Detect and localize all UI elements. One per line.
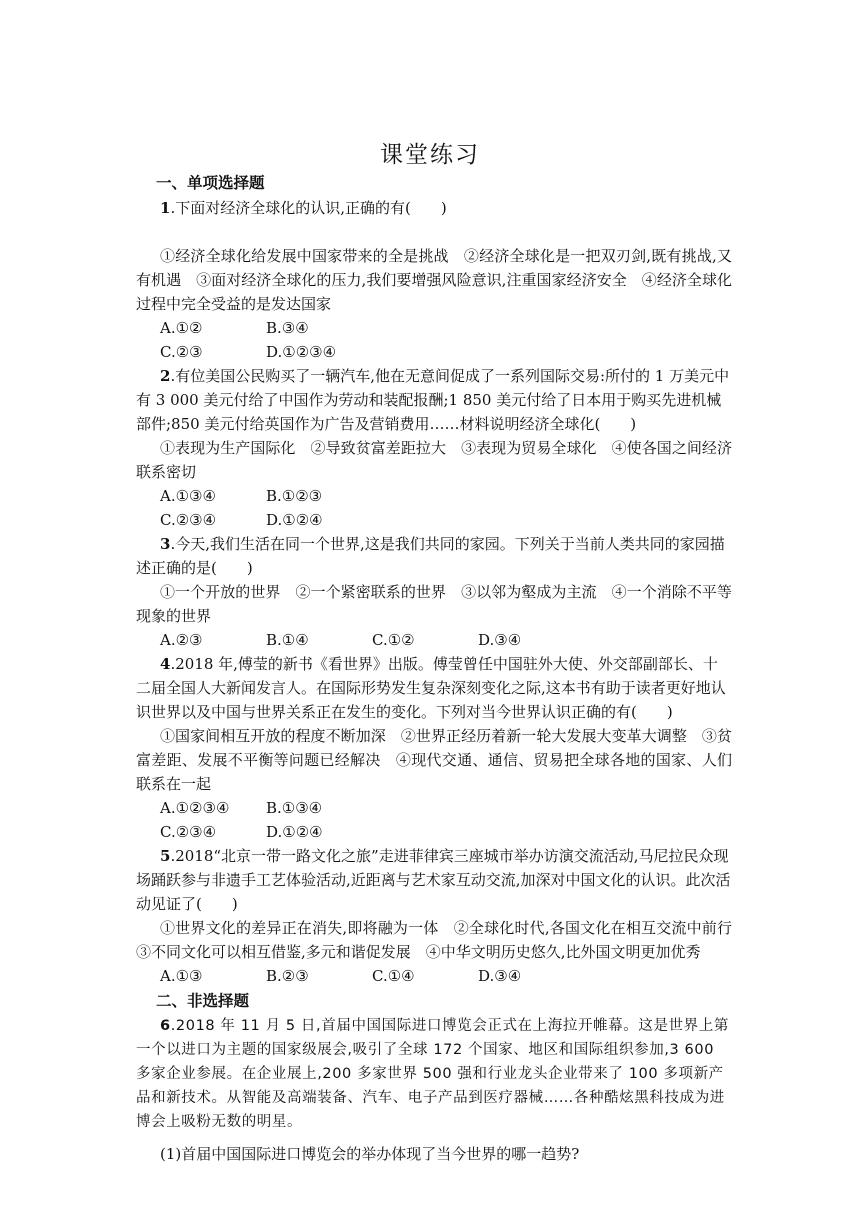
question-4-stem	[136, 652, 732, 724]
option-b: B.①②③	[266, 487, 323, 505]
option-c: C.②③④	[160, 823, 217, 841]
option-c: C.①②	[372, 631, 415, 649]
option-b: B.③④	[266, 319, 309, 337]
question-5-statements: ①世界文化的差异正在消失,即将融为一体 ②全球化时代,各国文化在相互交流中前行 ③不同文化可以相互借鉴,多元和谐促发展 ④中华文明历史悠久,比外国文明更加优秀	[136, 919, 748, 961]
option-c: C.①④	[372, 967, 415, 985]
option-c: C.②③	[160, 343, 203, 361]
question-2-options-row-2	[136, 508, 732, 532]
question-number: 2	[160, 367, 171, 385]
question-text: .有位美国公民购买了一辆汽车,他在无意间促成了一系列国际交易:所付的 1 万美元中有 3 000 美元付给了中国作为劳动和装配报酬;1 850 美元付给了日本用于购买先进机械部件;850 美元付给英国作为广告及营销费用……材料说明经济全球化( )	[136, 367, 730, 433]
question-number: 1	[160, 199, 171, 217]
page-title: 课堂练习	[380, 142, 480, 168]
question-4-options-row-1	[136, 796, 732, 820]
option-d: D.③④	[478, 631, 522, 649]
option-b: B.①④	[266, 631, 309, 649]
question-number: 3	[160, 535, 171, 553]
option-d: D.①②③④	[266, 343, 337, 361]
question-number: 4	[160, 655, 171, 673]
option-d: D.③④	[478, 967, 522, 985]
option-c: C.②③④	[160, 511, 217, 529]
question-5-options	[136, 964, 732, 988]
option-a: A.①③④	[160, 487, 216, 505]
material-text: .2018 年 11 月 5 日,首届中国国际进口博览会正式在上海拉开帷幕。这是世界上第一个以进口为主题的国家级展会,吸引了全球 172 个国家、地区和国际组织参加,3 600 多家企业参展。在企业展上,200 多家世界 500 强和行业龙头企业带来了 100 多项新产品和新技术。从智能及高端装备、汽车、电子产品到医疗器械……各种酷炫黑科技成为进博会上吸粉无数的明星。	[136, 1018, 729, 1130]
question-4-options-row-2	[136, 820, 732, 844]
question-number: 5	[160, 847, 171, 865]
question-1-options-row-1	[136, 316, 732, 340]
question-text: .2018“北京一带一路文化之旅”走进菲律宾三座城市举办访演交流活动,马尼拉民众现场踊跃参与非遗手工艺体验活动,近距离与艺术家互动交流,加深对中国文化的认识。此次活动见证了( )	[136, 847, 731, 913]
section-heading-non-choice: 二、非选择题	[156, 992, 250, 1010]
content-body	[136, 170, 748, 1166]
question-1-statements: ①经济全球化给发展中国家带来的全是挑战 ②经济全球化是一把双刃剑,既有挑战,又有机遇 ③面对经济全球化的压力,我们要增强风险意识,注重国家经济安全 ④经济全球化过程中完全受益的是发达国家	[136, 247, 732, 313]
question-text: .2018 年,傅莹的新书《看世界》出版。傅莹曾任中国驻外大使、外交部副部长、十二届全国人大新闻发言人。在国际形势发生复杂深刻变化之际,这本书有助于读者更好地认识世界以及中国与世界关系正在发生的变化。下列对当今世界认识正确的有( )	[136, 655, 726, 721]
question-2-stem	[136, 364, 732, 436]
section-heading-choice: 一、单项选择题	[156, 174, 265, 192]
question-6-material	[136, 1014, 732, 1134]
option-b: B.②③	[266, 967, 309, 985]
question-3-statements: ①一个开放的世界 ②一个紧密联系的世界 ③以邻为壑成为主流 ④一个消除不平等现象的世界	[136, 583, 732, 625]
question-2-statements: ①表现为生产国际化 ②导致贫富差距拉大 ③表现为贸易全球化 ④使各国之间经济联系密切	[136, 439, 732, 481]
question-5-stem	[136, 844, 732, 916]
question-3-stem	[136, 532, 732, 580]
option-a: A.①②	[160, 319, 203, 337]
question-4-statements: ①国家间相互开放的程度不断加深 ②世界正经历着新一轮大发展大变革大调整 ③贫富差距、发展不平衡等问题已经解决 ④现代交通、通信、贸易把全球各地的国家、人们联系在一起	[136, 727, 732, 793]
option-d: D.①②④	[266, 823, 323, 841]
question-text: .今天,我们生活在同一个世界,这是我们共同的家园。下列关于当前人类共同的家园描述正确的是( )	[136, 535, 725, 577]
option-a: A.①③	[160, 967, 203, 985]
question-1-stem	[136, 196, 732, 220]
question-6-sub-1: (1)首届中国国际进口博览会的举办体现了当今世界的哪一趋势?	[160, 1145, 580, 1163]
option-a: A.②③	[160, 631, 203, 649]
spacer	[136, 1134, 732, 1142]
question-number: 6	[160, 1018, 171, 1034]
spacer	[136, 220, 732, 244]
option-a: A.①②③④	[160, 799, 230, 817]
question-2-options-row-1	[136, 484, 732, 508]
question-text: .下面对经济全球化的认识,正确的有( )	[170, 199, 447, 217]
question-1-options-row-2	[136, 340, 732, 364]
option-d: D.①②④	[266, 511, 323, 529]
question-3-options	[136, 628, 732, 652]
option-b: B.①③④	[266, 799, 323, 817]
